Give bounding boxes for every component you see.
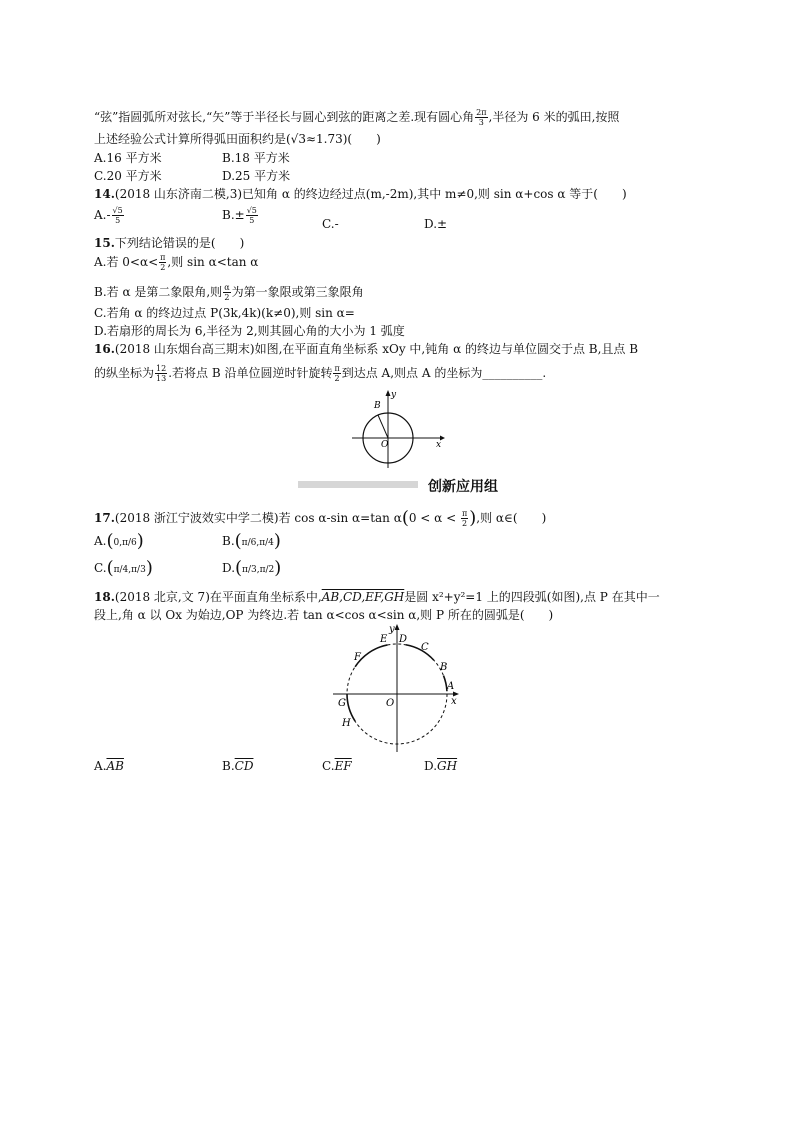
q14-option-b[interactable]: B.± $\frac{√5}{5}$ <box>222 206 257 225</box>
q13-stem-text-b: ,半径为 6 米的弧田,按照 <box>488 110 620 124</box>
q15-option-a[interactable]: A.若 0<α< $\frac{\pi}{2}$ ,则 sin α<tan α <box>94 253 259 272</box>
q13-stem-line1 <box>94 108 619 127</box>
q14-text: (2018 山东济南二模,3)已知角 α 的终边经过点(m,-2m),其中 m≠0,则 sin α+cos α 等于( ) <box>114 187 627 201</box>
q18-option-a[interactable]: $A.\overline{AB}$ <box>94 759 124 773</box>
q16-unit-circle-figure <box>348 386 448 470</box>
q14-option-d[interactable]: D.± <box>424 217 448 231</box>
q14-number: 14. <box>94 187 115 201</box>
label-y: y <box>391 390 397 400</box>
q18-stem: 18.(2018 北京,文 7)在平面直角坐标系中,AB,CD,EF,GH是圆 x²+y²=1 上的四段弧(如图),点 P 在其中一 <box>94 590 660 604</box>
label-c: C <box>421 642 429 653</box>
q17-option-c[interactable]: C.(π/4,π/3) <box>94 557 153 579</box>
y-axis-arrow <box>395 624 400 630</box>
q16-text: (2018 山东烟台高三期末)如图,在平面直角坐标系 xOy 中,钝角 α 的终边与单位圆交于点 B,且点 B <box>114 342 639 356</box>
q15-text: 下列结论错误的是( ) <box>114 236 245 250</box>
label-g: G <box>338 698 346 709</box>
q16-answer-blank[interactable]: __________. <box>482 366 547 380</box>
q16-stem <box>94 341 638 357</box>
y-axis-arrow <box>386 390 391 396</box>
fraction-2pi-3: $\frac{2\pi}{3}$ <box>476 108 487 127</box>
q16-number: 16. <box>94 342 115 356</box>
label-o: O <box>386 698 395 709</box>
label-x: x <box>451 696 457 707</box>
q17-option-d[interactable]: D.(π/3,π/2) <box>222 557 282 579</box>
label-b: B <box>374 401 381 411</box>
q16-stem-line2: 的纵坐标为 $\frac{12}{13}$ .若将点 B 沿单位圆逆时针旋转 $\frac{\pi}{2}$ 到达点 A,则点 A 的坐标为__________. <box>94 364 547 383</box>
q17-number: 17. <box>94 511 115 525</box>
q17-stem: 17.(2018 浙江宁波效实中学二模)若 cos α-sin α=tan α(0 < α < $\frac{\pi}{2}$ ),则 α∈( ) <box>94 507 547 529</box>
q13-stem-text-a: “弦”指圆弧所对弦长,“矢”等于半径长与圆心到弦的距离之差.现有圆心角 <box>94 110 475 124</box>
q15-option-b[interactable]: B.若 α 是第二象限角,则 $\frac{\alpha}{2}$ 为第一象限或第三象限角 <box>94 283 364 302</box>
label-h: H <box>342 718 351 729</box>
q14-option-a[interactable]: A.- $\frac{√5}{5}$ <box>94 206 123 225</box>
label-e: E <box>380 634 388 645</box>
q17-text: (2018 浙江宁波效实中学二模)若 cos α-sin α=tan α <box>114 511 402 525</box>
q14-stem <box>94 186 627 202</box>
label-x: x <box>436 440 442 450</box>
q18-number: 18. <box>94 590 115 604</box>
q17-option-a[interactable]: A.(0,π/6) <box>94 530 144 552</box>
q15-option-d[interactable]: D.若扇形的周长为 6,半径为 2,则其圆心角的大小为 1 弧度 <box>94 324 405 338</box>
q18-option-d[interactable]: $D.\overline{GH}$ <box>424 759 458 773</box>
label-f: F <box>354 652 361 663</box>
q13-option-a[interactable]: A.16 平方米 <box>94 151 162 165</box>
q15-option-c[interactable]: C.若角 α 的终边过点 P(3k,4k)(k≠0),则 sin α= <box>94 306 355 320</box>
q18-arc-list: AB,CD,EF,GH <box>321 590 405 604</box>
q15-number: 15. <box>94 236 115 250</box>
q18-option-b[interactable]: $B.\overline{CD}$ <box>222 759 254 773</box>
q13-option-d[interactable]: D.25 平方米 <box>222 169 291 183</box>
q13-option-b[interactable]: B.18 平方米 <box>222 151 290 165</box>
q18-option-c[interactable]: $C.\overline{EF}$ <box>322 759 352 773</box>
label-o: O <box>381 440 389 450</box>
section-title: 创新应用组 <box>428 479 498 495</box>
arc-cd <box>406 645 434 660</box>
q18-stem-line2: 段上,角 α 以 Ox 为始边,OP 为终边.若 tan α<cos α<sin α,则 P 所在的圆弧是( ) <box>94 608 554 622</box>
q17-option-b[interactable]: B.(π/6,π/4) <box>222 530 281 552</box>
q15-stem <box>94 235 244 251</box>
label-a: A <box>447 681 455 692</box>
label-d: D <box>399 634 408 645</box>
q13-option-c[interactable]: C.20 平方米 <box>94 169 162 183</box>
label-b: B <box>440 662 448 673</box>
section-divider-bar <box>298 481 418 488</box>
label-y: y <box>389 624 395 635</box>
q13-stem-line2: 上述经验公式计算所得弧田面积约是(√3≈1.73)( ) <box>94 132 381 146</box>
terminal-side-ob <box>378 415 388 438</box>
q18-circle-arcs-figure <box>330 622 464 756</box>
q14-option-c[interactable]: C.- <box>322 217 339 231</box>
